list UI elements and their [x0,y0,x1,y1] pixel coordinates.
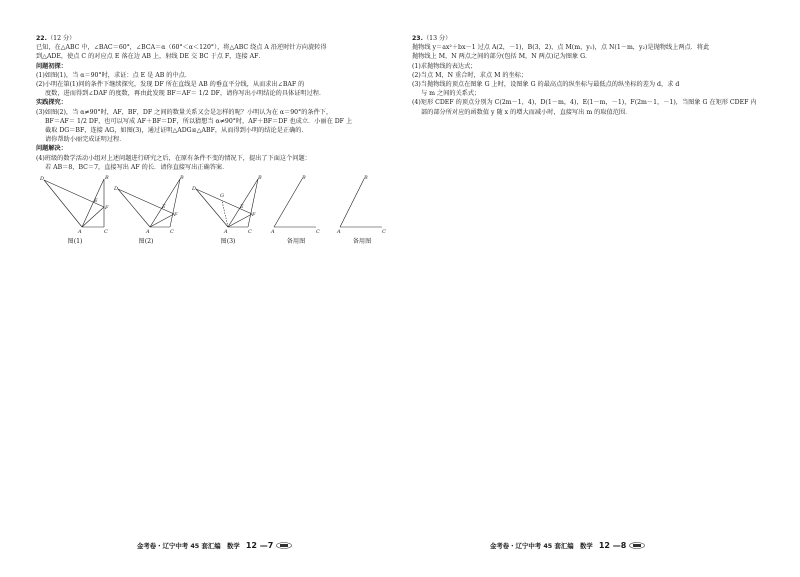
q22-part-3-line-3: 截取 DG＝BF，连接 AG，如图(3)，通过证明△ADG≌△ABF，从而得到小明的结论是正确的． [45,127,308,135]
question-22 [36,34,386,172]
q23-first-line [412,34,784,43]
q23-number: 23. [412,35,423,42]
svg-text:B: B [105,175,109,181]
svg-text:F: F [252,212,256,218]
svg-text:C: C [316,229,320,235]
svg-text:B: B [180,175,184,181]
spare-figure-2-diagram [334,174,390,236]
svg-text:G: G [220,193,224,199]
caption-spare-2: 备用图 [352,238,372,245]
q23-part-2: (2)当点 M，N 重合时，求点 M 的坐标； [412,71,528,79]
q23-part-4-line-1: (4)矩形 CDEF 的顶点分别为 C(2m－1，4)，D(1－m，4)，E(1－m，－1)，F(2m－1，－1)，当图象 G 在矩形 CDEF 内 [412,99,757,107]
figure-1-diagram [40,174,110,236]
svg-text:C: C [170,229,174,235]
q23-stem-line-1: 抛物线 y＝ax²＋bx－1 过点 A(2，－1)，B(3，2)，点 M(m，y₁)，点 N(1－m，y₂)是抛物线上两点．将此 [412,44,710,52]
right-page-number: 12 —8 [598,541,627,550]
svg-text:C: C [104,229,108,235]
left-page-number: 12 —7 [245,541,274,550]
q22-part-4-line-1: (4)班级的数学活动小组对上述问题进行研究之后，在原有条件不变的情况下，提出了下面这个问题： [36,154,311,162]
q22-stem-line-2: 到△ADE，使点 C 的对应点 E 落在边 AB 上，射线 DE 交 BC 于点 F，连接 AF． [36,53,265,61]
svg-text:F: F [105,205,109,211]
caption-fig-1: 图(1) [67,238,83,245]
svg-text:E: E [94,198,98,204]
caption-fig-2: 图(2) [138,238,154,245]
svg-text:F: F [174,212,178,218]
spare-figure-1 [268,174,324,245]
jinkaojuan-logo-icon [276,542,292,549]
q22-part-3-line-1: (3)如图(2)，当 α≠90°时，AF，BF，DF 之间的数量关系又会是怎样的呢？小明认为在 α＝90°的条件下， [36,108,333,116]
q22-figures [36,174,386,250]
q23-part-3-line-1: (3)当抛物线的顶点在图象 G 上时，设图象 G 的最高点的纵坐标与最低点的纵坐标的差为 d，求 d [412,81,680,89]
caption-fig-3: 图(3) [220,238,236,245]
q22-part-4-line-2: 若 AB＝8，BC＝7，直接写出 AF 的长．请你直接写出正确答案． [45,163,229,171]
svg-text:B: B [258,175,262,181]
figure-2 [114,174,184,245]
q23-stem-line-2: 抛物线上 M，N 两点之间的部分(包括 M，N 两点)记为图象 G． [412,53,592,61]
q22-heading-solve: 问题解决： [36,145,67,153]
spare-figure-1-diagram [268,174,324,236]
figure-3 [192,174,270,245]
right-page [400,0,800,577]
figure-3-diagram [192,174,270,236]
svg-text:D: D [192,186,197,192]
right-footer-title: 金考卷・辽宁中考 45 套汇编 数学 [490,542,593,550]
question-23 [412,34,784,117]
svg-text:D: D [114,186,119,192]
q22-part-2-line-2: 度数，进而得到∠DAF 的度数，再由此发现 BF＝AF＝ 1/2 DF，请你写出小明结论的具体证明过程． [45,90,326,98]
q22-part-3-line-2: BF＝AF＝ 1/2 DF，也可以写成 AF＋BF＝DF，所以猜想当 α≠90°时，AF＋BF＝DF 也成立．小丽在 DF 上 [45,117,353,125]
svg-text:C: C [248,229,252,235]
q22-first-line [36,34,386,43]
q22-heading-practice: 实践探究： [36,99,67,107]
q23-part-1: (1)求抛物线的表达式； [412,62,477,70]
q22-stem-line-1: 已知，在△ABC 中，∠BAC＝60°，∠BCA＝α（60°＜α＜120°），将△ABC 绕点 A 沿逆时针方向旋转得 [36,44,327,52]
left-footer-title: 金考卷・辽宁中考 45 套汇编 数学 [137,542,240,550]
svg-text:C: C [382,229,386,235]
svg-text:A: A [224,229,228,235]
q22-heading-explore: 问题初探： [36,62,67,70]
svg-text:A: A [146,229,150,235]
spare-figure-2 [334,174,390,245]
q23-score: （13 分） [422,35,452,42]
svg-text:E: E [162,204,166,210]
svg-text:E: E [240,204,244,210]
svg-text:D: D [40,176,45,182]
q22-score: （12 分） [46,35,76,42]
q23-part-4-line-2: 部的部分所对应的函数值 y 随 x 的增大而减小时，直接写出 m 的取值范围． [421,108,632,116]
svg-text:A: A [271,229,275,235]
figure-1 [40,174,110,245]
q22-part-1: (1)如图(1)，当 α＝90°时，求证：点 E 是 AB 的中点． [36,71,192,79]
q22-number: 22. [36,35,47,42]
jinkaojuan-logo-icon [629,542,645,549]
figure-2-diagram [114,174,184,236]
caption-spare-1: 备用图 [286,238,306,245]
left-footer [137,541,292,550]
right-footer [490,541,645,550]
q23-part-3-line-2: 与 m 之间的关系式； [421,90,481,98]
svg-text:B: B [364,175,368,181]
q22-part-3-line-4: 请你帮助小丽完成证明过程． [45,136,126,144]
q22-part-2-line-1: (2)小明在第(1)问的条件下继续探究，发现 DF 所在直线是 AB 的垂直平分线，从而求出∠BAF 的 [36,81,305,89]
svg-text:A: A [78,229,82,235]
svg-text:B: B [302,175,306,181]
svg-text:A: A [337,229,341,235]
